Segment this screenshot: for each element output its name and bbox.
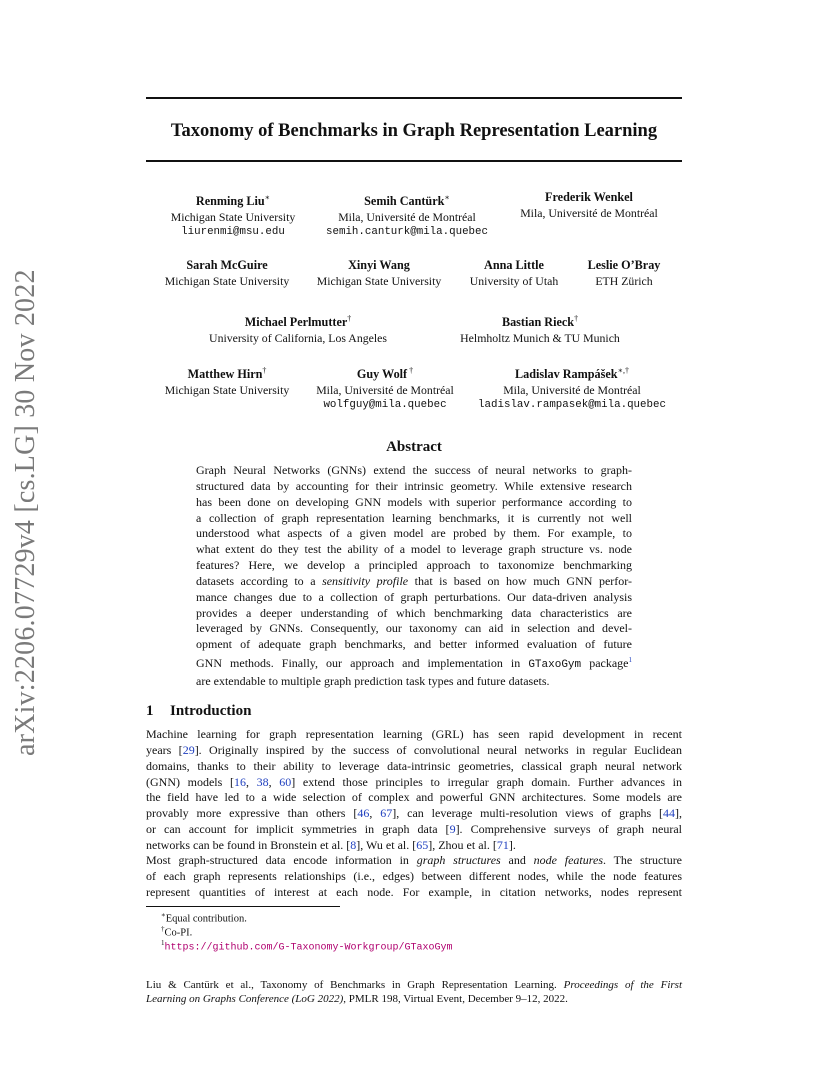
- paragraph-line: the field have led to a wide selection of complex and powerful GNN architectures. Some models are: [146, 790, 682, 805]
- author-block: [470, 258, 558, 289]
- abstract-line: are extendable to multiple graph prediction task types and future datasets.: [196, 673, 550, 688]
- author-affiliation: Michigan State University: [164, 382, 290, 397]
- author-affiliation: Mila, Université de Montréal: [503, 382, 641, 397]
- author-block: [171, 190, 296, 241]
- author-block: [520, 190, 658, 221]
- intro-paragraph-1: [146, 727, 682, 854]
- section-number: 1: [146, 703, 154, 719]
- author-block: [317, 258, 442, 289]
- author-block: [209, 311, 387, 346]
- author-affiliation: Mila, Université de Montréal: [338, 209, 476, 224]
- paragraph-line: years [29]. Originally inspired by the success of convolutional neural networks in regular Euclidean: [146, 742, 682, 757]
- citation-link[interactable]: 29: [182, 742, 195, 757]
- footnote-rule: [146, 906, 340, 907]
- conference-citation: [146, 978, 682, 1006]
- author-name: Sarah McGuire: [186, 258, 268, 272]
- paragraph-line: or can account for implicit symmetries in graph data [9]. Comprehensive surveys of graph neural: [146, 822, 683, 837]
- paragraph-line: domains, thanks to their ability to leverage data-intrinsic geometries, classical graph neural network: [146, 758, 682, 773]
- citation-link[interactable]: 16: [233, 774, 246, 789]
- abstract-body: [196, 463, 632, 690]
- author-name: Matthew Hirn†: [187, 366, 267, 382]
- emphasis-term: sensitivity profile: [322, 573, 409, 588]
- abstract-line: what extent do they test the ability of a model to leverage graph structure vs. node: [196, 542, 632, 557]
- author-email: semih.canturk@mila.quebec: [326, 226, 488, 239]
- title-rule-bottom: [146, 160, 682, 162]
- author-affiliation: University of California, Los Angeles: [209, 330, 387, 345]
- abstract-line: mance changes due to a collection of graph perturbations. Our data-driven analysis: [196, 589, 632, 604]
- footnote-ref[interactable]: 1: [628, 656, 632, 665]
- author-name: Leslie O’Bray: [587, 258, 661, 272]
- footnote: ∗Equal contribution.: [161, 911, 247, 925]
- author-email: wolfguy@mila.quebec: [323, 399, 447, 412]
- author-affiliation: Michigan State University: [316, 273, 442, 288]
- citation-link[interactable]: 38: [256, 774, 269, 789]
- emphasis-term: graph structures: [416, 853, 501, 867]
- citation-line: Learning on Graphs Conference (LoG 2022), PMLR 198, Virtual Event, December 9–12, 2022.: [146, 993, 568, 1005]
- author-name: Michael Perlmutter†: [244, 314, 352, 330]
- author-name: Xinyi Wang: [348, 258, 410, 272]
- citation-link[interactable]: 71: [496, 837, 509, 852]
- abstract-line: structured data by accounting for their intrinsic geometry. While extensive research: [196, 478, 632, 493]
- author-name: Renming Liu∗: [195, 193, 271, 209]
- citation-link[interactable]: 46: [357, 806, 370, 821]
- author-block: [326, 190, 488, 241]
- abstract-line: opment of adequate graph benchmarks, and better informed evaluation of future: [196, 637, 632, 652]
- author-name: Bastian Rieck†: [501, 314, 579, 330]
- citation-link[interactable]: 67: [380, 806, 393, 821]
- github-link[interactable]: https://github.com/G-Taxonomy-Workgroup/GTaxoGym: [164, 942, 453, 954]
- citation-link[interactable]: 9: [449, 822, 456, 837]
- abstract-line: GNN methods. Finally, our approach and implementation in GTaxoGym package$^1$: [196, 656, 632, 672]
- paragraph-line: of each graph represents relationships (i.e., edges) between different nodes, while the node features: [146, 868, 682, 883]
- section-title: Introduction: [170, 703, 252, 719]
- abstract-line: features? Here, we develop a principled approach to taxonomize benchmarking: [196, 558, 632, 573]
- abstract-line: Graph Neural Networks (GNNs) extend the success of neural networks to graph-: [196, 463, 632, 477]
- citation-link[interactable]: 65: [416, 837, 429, 852]
- paragraph-line: networks can be found in Bronstein et al. [8], Wu et al. [65], Zhou et al. [71].: [146, 837, 516, 852]
- paragraph-line: Machine learning for graph representation learning (GRL) has seen rapid development in recent: [146, 727, 682, 741]
- author-name: Guy Wolf †: [356, 366, 414, 382]
- author-block: [588, 258, 661, 289]
- author-block: [478, 363, 666, 414]
- citation-link[interactable]: 8: [350, 837, 357, 852]
- paragraph-line: (GNN) models [16, 38, 60] extend those principles to irregular graph domain. Further advances in: [146, 774, 682, 789]
- citation-link[interactable]: 60: [279, 774, 292, 789]
- author-affiliation: Mila, Université de Montréal: [520, 205, 658, 220]
- citation-line: Liu & Cantürk et al., Taxonomy of Benchmarks in Graph Representation Learning. Proceedings of the First: [146, 979, 683, 991]
- author-name: Ladislav Rampášek∗,†: [514, 366, 630, 382]
- section-heading: [146, 701, 251, 721]
- author-block: [165, 363, 290, 398]
- author-affiliation: Michigan State University: [164, 273, 290, 288]
- abstract-line: datasets according to a sensitivity profile that is based on how much GNN perfor-: [196, 573, 633, 588]
- paper-title: Taxonomy of Benchmarks in Graph Representation Learning: [170, 121, 658, 141]
- abstract-line: has been done on developing GNN models with superior performance according to: [196, 494, 632, 509]
- author-email: ladislav.rampasek@mila.quebec: [478, 399, 666, 412]
- citation-link[interactable]: 44: [663, 806, 676, 821]
- intro-paragraph-2: [146, 853, 682, 901]
- author-block: [316, 363, 454, 414]
- arxiv-identifier: arXiv:2206.07729v4 [cs.LG] 30 Nov 2022: [10, 269, 41, 756]
- author-affiliation: ETH Zürich: [595, 273, 653, 288]
- author-name: Anna Little: [484, 258, 544, 272]
- author-affiliation: Michigan State University: [170, 209, 296, 224]
- abstract-line: a collection of graph representation learning benchmarks, it is currently not well: [196, 510, 632, 525]
- author-name: Semih Cantürk∗: [364, 193, 450, 209]
- footnote: †Co-PI.: [161, 925, 193, 939]
- author-affiliation: Helmholtz Munich & TU Munich: [460, 330, 620, 345]
- author-name: Frederik Wenkel: [545, 190, 633, 204]
- paragraph-line: Most graph-structured data encode information in graph structures and node features. The structure: [146, 853, 683, 867]
- paragraph-line: represent quantities of interest at each node. For example, in citation networks, nodes represent: [146, 884, 682, 899]
- title-rule-top: [146, 97, 682, 99]
- footnote: $^1$https://github.com/G-Taxonomy-Workgroup/GTaxoGym: [161, 939, 453, 954]
- author-email: liurenmi@msu.edu: [181, 226, 285, 239]
- abstract-line: provides a deeper understanding of which benchmarking data characteristics are: [196, 605, 632, 620]
- abstract-line: understood what aspects of a given model are probed by them. For example, to: [196, 526, 632, 541]
- author-block: [460, 311, 620, 346]
- abstract-heading: Abstract: [386, 439, 442, 455]
- paragraph-line: provably more expressive than others [46, 67], can leverage multi-resolution views of graphs [44],: [146, 806, 683, 821]
- author-affiliation: Mila, Université de Montréal: [316, 382, 454, 397]
- author-affiliation: University of Utah: [469, 273, 559, 288]
- emphasis-term: node features: [533, 853, 603, 867]
- package-name: GTaxoGym: [528, 659, 582, 672]
- abstract-line: leveraged by GNNs. Consequently, our taxonomy can aid in selection and devel-: [196, 621, 632, 636]
- author-block: [165, 258, 290, 289]
